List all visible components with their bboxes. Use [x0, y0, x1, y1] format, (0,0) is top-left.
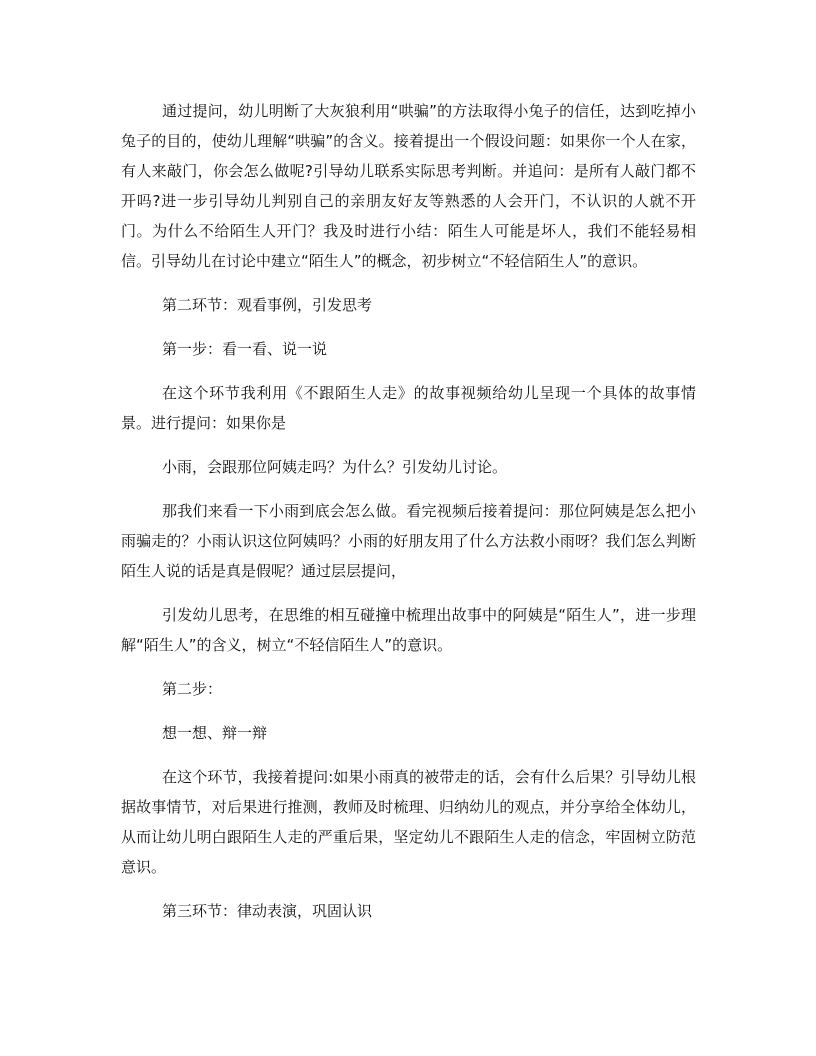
paragraph-gap [121, 276, 696, 290]
paragraph-stranger-concept: 引发幼儿思考，在思维的相互碰撞中梳理出故事中的阿姨是“陌生人”，进一步理解“陌生人”的含义，树立“不轻信陌生人”的意识。 [121, 606, 696, 654]
step-heading-two-title: 想一想、辩一辩 [162, 724, 268, 742]
paragraph-layered-questions: 那我们来看一下小雨到底会怎么做。看完视频后接着提问：那位阿姨是怎么把小雨骗走的？小雨认识这位阿姨吗？小雨的好朋友用了什么方法救小雨呀？我们怎么判断陌生人说的话是真是假呢？通过层层提问， [121, 502, 696, 580]
paragraph-gap [121, 748, 696, 762]
paragraph-gap [121, 364, 696, 378]
paragraph-gap [121, 882, 696, 896]
document-body [121, 96, 696, 926]
step-heading-one: 第一步：看一看、说一说 [162, 340, 328, 358]
paragraph-gap [121, 704, 696, 718]
paragraph-video-intro: 在这个环节我利用《不跟陌生人走》的故事视频给幼儿呈现一个具体的故事情景。进行提问：如果你是 [121, 384, 696, 432]
paragraph-story-discussion: 通过提问，幼儿明断了大灰狼利用“哄骗”的方法取得小兔子的信任，达到吃掉小兔子的目的，使幼儿理解“哄骗”的含义。接着提出一个假设问题：如果你一个人在家，有人来敲门，你会怎么做呢?引导幼儿联系实际思考判断。并追问：是所有人敲门都不开吗?进一步引导幼儿判别自己的亲朋友好友等熟悉的人会开门，不认识的人就不开门。为什么不给陌生人开门？我及时进行小结：陌生人可能是坏人，我们不能轻易相信。引导幼儿在讨论中建立“陌生人”的概念，初步树立“不轻信陌生人”的意识。 [121, 102, 696, 270]
step-heading-two: 第二步： [162, 680, 223, 698]
paragraph-consequences: 在这个环节，我接着提问:如果小雨真的被带走的话，会有什么后果？引导幼儿根据故事情节，对后果进行推测，教师及时梳理、归纳幼儿的观点，并分享给全体幼儿，从而让幼儿明白跟陌生人走的严重后果，坚定幼儿不跟陌生人走的信念，牢固树立防范意识。 [121, 768, 696, 876]
paragraph-gap [121, 482, 696, 496]
section-heading-part-three: 第三环节：律动表演，巩固认识 [162, 902, 373, 920]
paragraph-gap [121, 320, 696, 334]
section-heading-part-two: 第二环节：观看事例，引发思考 [162, 296, 373, 314]
paragraph-gap [121, 438, 696, 452]
paragraph-gap [121, 660, 696, 674]
paragraph-gap [121, 586, 696, 600]
paragraph-xiaoyu-question: 小雨，会跟那位阿姨走吗？为什么？引发幼儿讨论。 [162, 458, 508, 476]
